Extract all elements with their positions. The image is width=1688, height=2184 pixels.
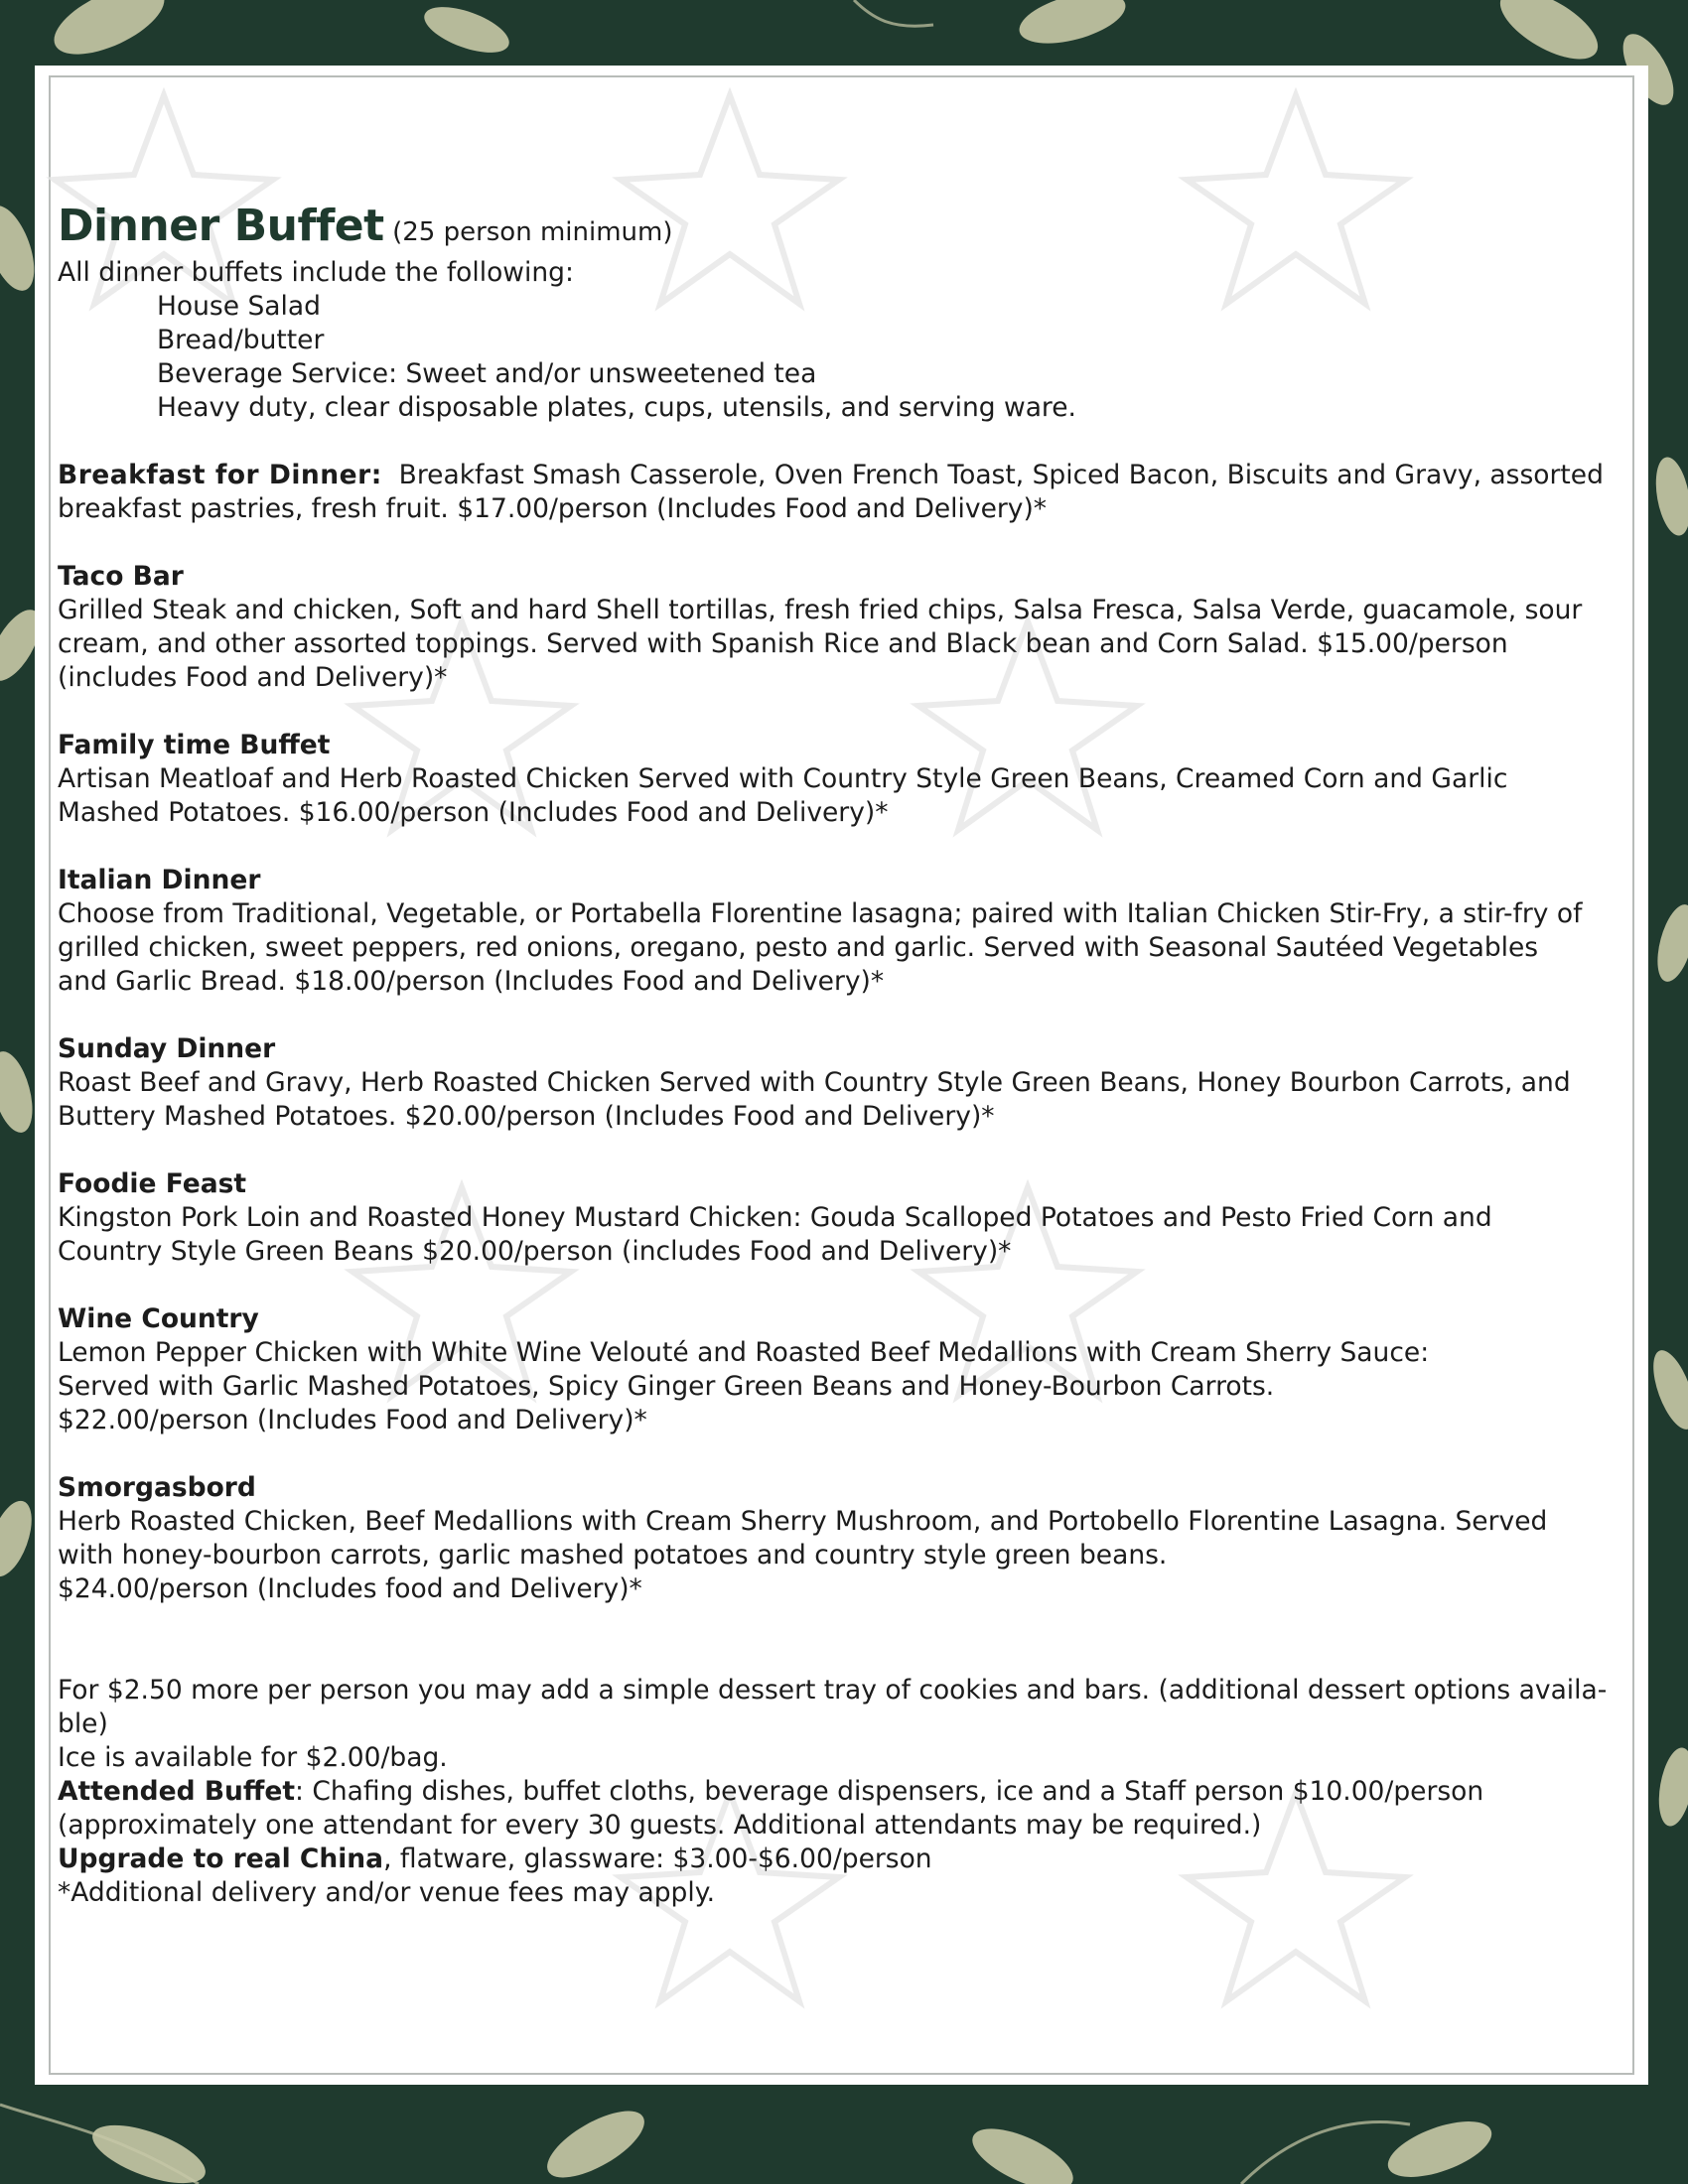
section-title: Italian Dinner <box>58 865 261 895</box>
menu-panel <box>35 66 1648 2085</box>
section-title: Sunday Dinner <box>58 1033 276 1064</box>
header <box>58 203 1631 256</box>
menu-content <box>58 203 1631 1910</box>
section-line: with honey-bourbon carrots, garlic mashed potatoes and country style green beans. <box>58 1540 1168 1570</box>
section-line: grilled chicken, sweet peppers, red onions, oregano, pesto and garlic. Served with Seasonal Sautéed Vegetables <box>58 932 1539 963</box>
section-line: cream, and other assorted toppings. Served with Spanish Rice and Black bean and Corn Salad. $15.00/person <box>58 628 1508 659</box>
section-line: (includes Food and Delivery)* <box>58 662 448 693</box>
menu-section <box>58 729 1631 830</box>
include-item: House Salad <box>157 291 321 322</box>
section-line: Roast Beef and Gravy, Herb Roasted Chicken Served with Country Style Green Beans, Honey Bourbon Carrots, and <box>58 1067 1571 1098</box>
include-item: Bread/butter <box>157 325 325 355</box>
attended-note-cont: (approximately one attendant for every 30 guests. Additional attendants may be required.) <box>58 1810 1262 1841</box>
section-line <box>58 459 1631 492</box>
section-title: Family time Buffet <box>58 730 331 760</box>
section-line: and Garlic Bread. $18.00/person (Includes Food and Delivery)* <box>58 966 885 997</box>
include-item: Beverage Service: Sweet and/or unsweetened tea <box>157 358 817 389</box>
upgrade-text: , flatware, glassware: $3.00-$6.00/person <box>383 1843 932 1874</box>
page-title: Dinner Buffet <box>58 201 384 251</box>
fees-note: *Additional delivery and/or venue fees may apply. <box>58 1877 716 1908</box>
upgrade-note <box>58 1843 1631 1876</box>
menu-section <box>58 1471 1631 1606</box>
menu-section <box>58 1167 1631 1269</box>
section-line: breakfast pastries, fresh fruit. $17.00/person (Includes Food and Delivery)* <box>58 493 1048 524</box>
section-line: Herb Roasted Chicken, Beef Medallions with Cream Sherry Mushroom, and Portobello Florentine Lasagna. Served <box>58 1506 1548 1537</box>
menu-section <box>58 1032 1631 1134</box>
include-item: Heavy duty, clear disposable plates, cups, utensils, and serving ware. <box>157 392 1076 423</box>
page-subtitle: (25 person minimum) <box>392 217 673 247</box>
dessert-note-cont: ble) <box>58 1708 108 1739</box>
menu-section <box>58 1302 1631 1437</box>
menu-section <box>58 560 1631 695</box>
section-line: Kingston Pork Loin and Roasted Honey Mustard Chicken: Gouda Scalloped Potatoes and Pesto Fried Corn and <box>58 1202 1492 1233</box>
section-line: Country Style Green Beans $20.00/person (includes Food and Delivery)* <box>58 1236 1012 1267</box>
section-title: Foodie Feast <box>58 1168 247 1199</box>
section-text: Breakfast Smash Casserole, Oven French Toast, Spiced Bacon, Biscuits and Gravy, assorted <box>398 460 1604 490</box>
section-title: Wine Country <box>58 1303 259 1334</box>
menu-section <box>58 864 1631 999</box>
menu-section-breakfast <box>58 459 1631 526</box>
attended-note <box>58 1775 1631 1809</box>
upgrade-label: Upgrade to real China <box>58 1843 384 1874</box>
section-line: $22.00/person (Includes Food and Delivery)* <box>58 1405 647 1435</box>
section-line: Buttery Mashed Potatoes. $20.00/person (Includes Food and Delivery)* <box>58 1101 995 1132</box>
section-title: Taco Bar <box>58 561 184 592</box>
includes-intro: All dinner buffets include the following: <box>58 257 574 288</box>
notes <box>58 1674 1631 1910</box>
section-title: Smorgasbord <box>58 1472 256 1503</box>
section-line: Artisan Meatloaf and Herb Roasted Chicken Served with Country Style Green Beans, Creamed Corn and Garlic <box>58 763 1508 794</box>
section-line: Mashed Potatoes. $16.00/person (Includes Food and Delivery)* <box>58 797 889 828</box>
dessert-note: For $2.50 more per person you may add a simple dessert tray of cookies and bars. (additional dessert options availa- <box>58 1675 1608 1706</box>
section-line: Grilled Steak and chicken, Soft and hard Shell tortillas, fresh fried chips, Salsa Fresca, Salsa Verde, guacamole, sour <box>58 595 1583 625</box>
section-line: Choose from Traditional, Vegetable, or Portabella Florentine lasagna; paired with Italian Chicken Stir-Fry, a stir-fry of <box>58 898 1583 929</box>
section-title: Breakfast for Dinner: <box>58 460 382 490</box>
section-line: Lemon Pepper Chicken with White Wine Velouté and Roasted Beef Medallions with Cream Sherry Sauce: <box>58 1337 1430 1368</box>
attended-text: : Chafing dishes, buffet cloths, beverage dispensers, ice and a Staff person $10.00/person <box>295 1776 1484 1807</box>
section-line: $24.00/person (Includes food and Delivery)* <box>58 1573 642 1604</box>
attended-label: Attended Buffet <box>58 1776 295 1807</box>
ice-note: Ice is available for $2.00/bag. <box>58 1742 448 1773</box>
section-line: Served with Garlic Mashed Potatoes, Spicy Ginger Green Beans and Honey-Bourbon Carrots. <box>58 1371 1275 1402</box>
